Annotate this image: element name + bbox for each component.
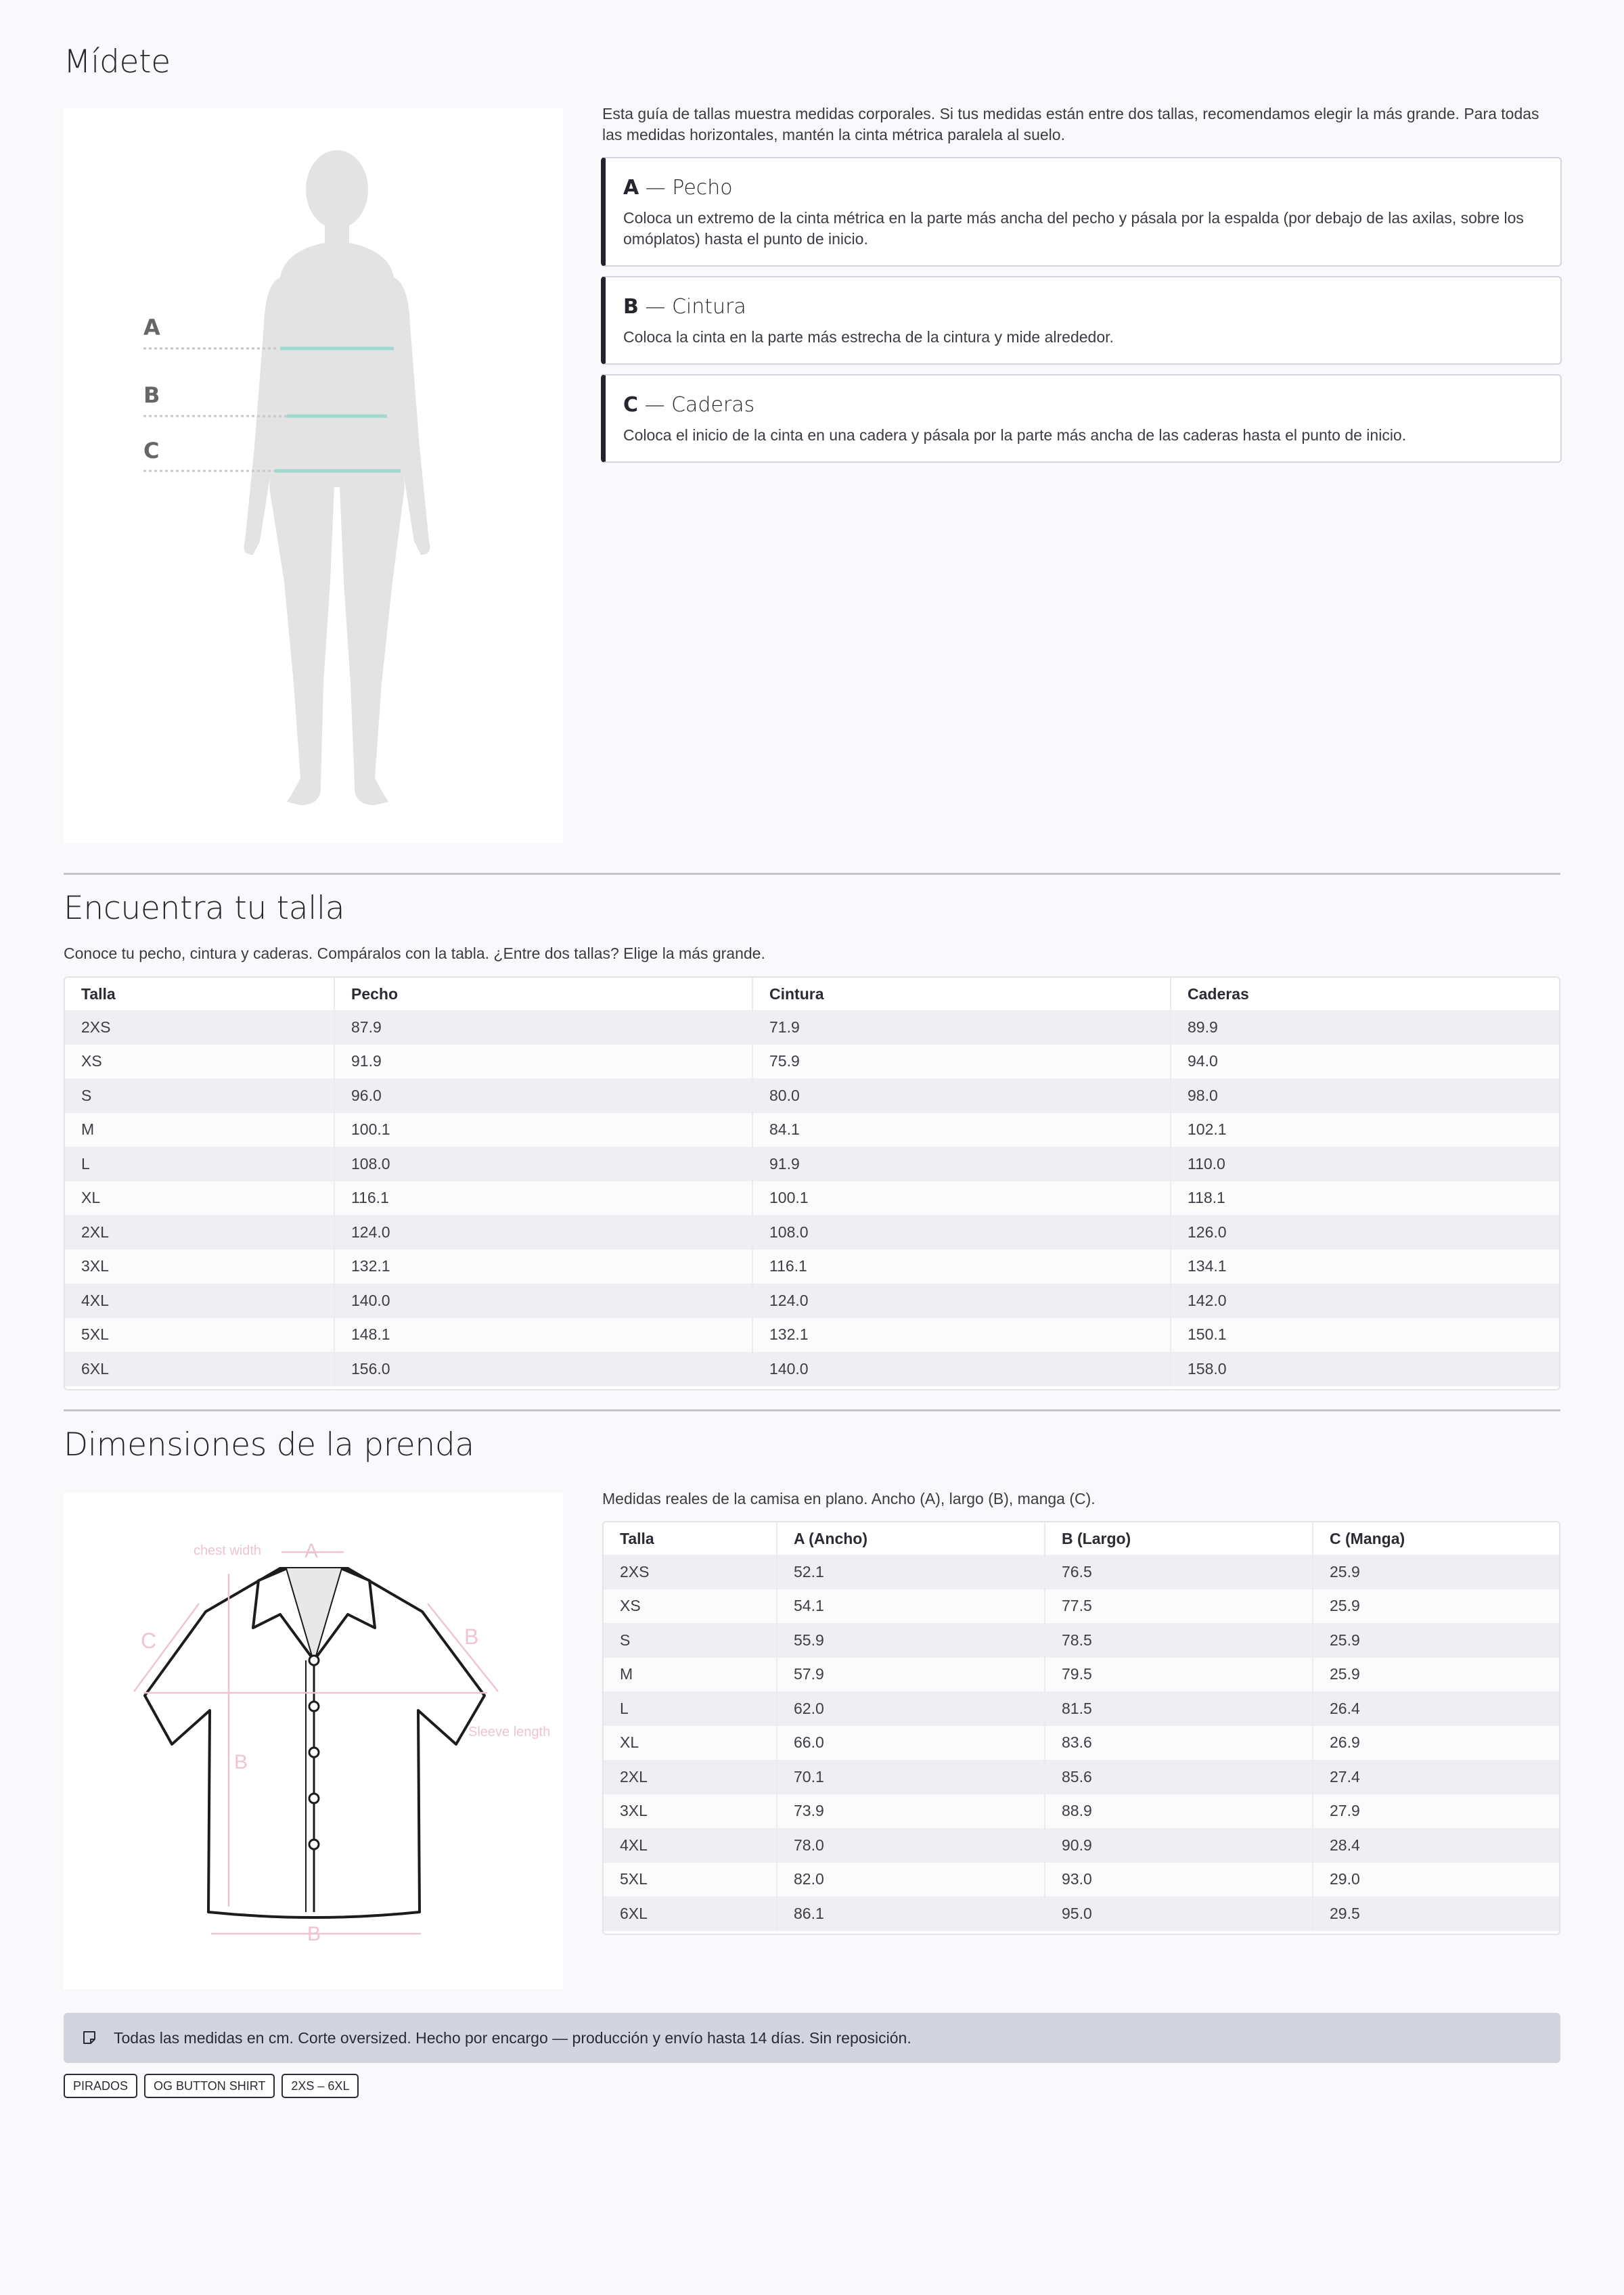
value-cell: 28.4 [1313, 1828, 1559, 1863]
size-cell: 5XL [65, 1318, 334, 1353]
size-cell: S [604, 1623, 777, 1658]
size-cell: 3XL [65, 1250, 334, 1284]
body-size-table [64, 976, 1560, 1390]
value-cell: 27.4 [1313, 1760, 1559, 1794]
value-cell: 94.0 [1171, 1045, 1559, 1079]
value-cell: 140.0 [752, 1352, 1171, 1386]
size-cell: 2XS [604, 1555, 777, 1589]
table-header: C (Manga) [1330, 1529, 1405, 1547]
size-cell: 2XS [65, 1010, 334, 1045]
value-cell: 26.4 [1313, 1691, 1559, 1726]
table-row [604, 1555, 1559, 1589]
button-icon [309, 1656, 319, 1665]
size-cell: 5XL [604, 1863, 777, 1897]
table-row [604, 1760, 1559, 1794]
figure-label-b: B [143, 382, 160, 408]
measure-card-hips [601, 374, 1562, 463]
info-note [64, 2013, 1560, 2063]
value-cell: 108.0 [752, 1215, 1171, 1250]
value-cell: 78.5 [1045, 1623, 1313, 1658]
card-text-waist: Coloca la cinta en la parte más estrecha de la cintura y mide alrededor. [623, 328, 1114, 346]
value-cell: 93.0 [1045, 1863, 1313, 1897]
table-header: Talla [604, 1522, 777, 1555]
size-cell: XS [65, 1045, 334, 1079]
button-icon [309, 1702, 319, 1711]
value-cell: 80.0 [752, 1078, 1171, 1113]
tag-size-range: 2XS – 6XL [281, 2074, 359, 2098]
tag-list [64, 2074, 365, 2098]
value-cell: 25.9 [1313, 1623, 1559, 1658]
value-cell: 96.0 [334, 1078, 752, 1113]
value-cell: 134.1 [1171, 1250, 1559, 1284]
table-row [604, 1658, 1559, 1692]
table-row [604, 1794, 1559, 1829]
value-cell: 91.9 [752, 1147, 1171, 1181]
value-cell: 116.1 [752, 1250, 1171, 1284]
value-cell: 25.9 [1313, 1555, 1559, 1589]
value-cell: 55.9 [777, 1623, 1045, 1658]
table-row [65, 1215, 1559, 1250]
size-cell: L [604, 1691, 777, 1726]
size-cell: S [65, 1078, 334, 1113]
value-cell: 91.9 [334, 1045, 752, 1079]
value-cell: 76.5 [1045, 1555, 1313, 1589]
value-cell: 110.0 [1171, 1147, 1559, 1181]
measure-intro: Esta guía de tallas muestra medidas corporales. Si tus medidas están entre dos tallas, recomendamos elegir la más grande. Para todas las medidas horizontales, mantén la cinta métrica paralela al suelo. [602, 105, 1539, 143]
value-cell: 52.1 [777, 1555, 1045, 1589]
shirt-outline-figure [64, 1493, 563, 1989]
table-row [65, 1045, 1559, 1079]
table-row [604, 1691, 1559, 1726]
garment-intro: Medidas reales de la camisa en plano. Ancho (A), largo (B), manga (C). [602, 1490, 1096, 1507]
garment-size-table [602, 1521, 1560, 1935]
diagram-label-b-length: B [234, 1751, 248, 1773]
value-cell: 79.5 [1045, 1658, 1313, 1692]
value-cell: 71.9 [752, 1010, 1171, 1045]
table-header: A (Ancho) [777, 1522, 1045, 1555]
table-row [65, 1181, 1559, 1216]
section-divider [64, 1409, 1560, 1411]
figure-label-c: C [143, 438, 160, 463]
value-cell: 124.0 [752, 1283, 1171, 1318]
table-row [604, 1726, 1559, 1760]
value-cell: 83.6 [1045, 1726, 1313, 1760]
table-header: Pecho [334, 978, 752, 1010]
figure-label-a: A [143, 315, 160, 340]
measure-card-waist [601, 276, 1562, 365]
size-cell: M [65, 1113, 334, 1148]
value-cell: 87.9 [334, 1010, 752, 1045]
button-icon [309, 1840, 319, 1849]
table-row [65, 1318, 1559, 1353]
value-cell: 148.1 [334, 1318, 752, 1353]
value-cell: 25.9 [1313, 1658, 1559, 1692]
table-row [604, 1863, 1559, 1897]
value-cell: 108.0 [334, 1147, 752, 1181]
table-row [604, 1589, 1559, 1624]
value-cell: 126.0 [1171, 1215, 1559, 1250]
find-size-intro: Conoce tu pecho, cintura y caderas. Compáralos con la tabla. ¿Entre dos tallas? Elige la más grande. [64, 945, 765, 962]
value-cell: 78.0 [777, 1828, 1045, 1863]
value-cell: 89.9 [1171, 1010, 1559, 1045]
value-cell: 26.9 [1313, 1726, 1559, 1760]
value-cell: 100.1 [752, 1181, 1171, 1216]
value-cell: 140.0 [334, 1283, 752, 1318]
size-cell: XS [604, 1589, 777, 1624]
size-cell: 2XL [604, 1760, 777, 1794]
measure-title: Mídete [64, 43, 171, 81]
value-cell: 156.0 [334, 1352, 752, 1386]
garment-title: Dimensiones de la prenda [64, 1426, 474, 1463]
size-cell: L [65, 1147, 334, 1181]
size-cell: 4XL [65, 1283, 334, 1318]
card-title-waist: B — Cintura [623, 295, 746, 319]
value-cell: 118.1 [1171, 1181, 1559, 1216]
size-cell: 4XL [604, 1828, 777, 1863]
table-row [604, 1623, 1559, 1658]
diagram-label-b-hem: B [307, 1923, 321, 1945]
value-cell: 88.9 [1045, 1794, 1313, 1829]
table-row [65, 1283, 1559, 1318]
tag-product: OG BUTTON SHIRT [144, 2074, 275, 2098]
value-cell: 25.9 [1313, 1589, 1559, 1624]
size-cell: 6XL [604, 1896, 777, 1931]
section-divider [64, 873, 1560, 875]
table-header: Cintura [752, 978, 1171, 1010]
value-cell: 66.0 [777, 1726, 1045, 1760]
value-cell: 98.0 [1171, 1078, 1559, 1113]
value-cell: 82.0 [777, 1863, 1045, 1897]
diagram-label-c: C [141, 1629, 157, 1653]
value-cell: 84.1 [752, 1113, 1171, 1148]
table-row [604, 1828, 1559, 1863]
body-figure-image [64, 108, 563, 843]
value-cell: 27.9 [1313, 1794, 1559, 1829]
value-cell: 124.0 [334, 1215, 752, 1250]
size-cell: 3XL [604, 1794, 777, 1829]
value-cell: 62.0 [777, 1691, 1045, 1726]
size-cell: XL [65, 1181, 334, 1216]
card-text-hips: Coloca el inicio de la cinta en una cadera y pásala por la parte más ancha de las caderas hasta el punto de inicio. [623, 426, 1407, 444]
find-size-title: Encuentra tu talla [64, 890, 345, 927]
table-row [65, 1352, 1559, 1386]
tag-brand: PIRADOS [64, 2074, 137, 2098]
table-row [65, 1113, 1559, 1148]
value-cell: 29.5 [1313, 1896, 1559, 1931]
value-cell: 142.0 [1171, 1283, 1559, 1318]
value-cell: 70.1 [777, 1760, 1045, 1794]
value-cell: 102.1 [1171, 1113, 1559, 1148]
value-cell: 77.5 [1045, 1589, 1313, 1624]
sleeve-length-label: Sleeve length [468, 1725, 551, 1740]
value-cell: 29.0 [1313, 1863, 1559, 1897]
button-icon [309, 1794, 319, 1803]
note-text: Todas las medidas en cm. Corte oversized. Hecho por encargo — producción y envío hasta 14 días. Sin reposición. [114, 2028, 911, 2047]
table-row [604, 1896, 1559, 1931]
value-cell: 90.9 [1045, 1828, 1313, 1863]
value-cell: 54.1 [777, 1589, 1045, 1624]
table-header: Caderas [1188, 984, 1249, 1003]
diagram-label-b-shoulder: B [464, 1624, 479, 1649]
card-title-chest: A — Pecho [623, 176, 733, 200]
value-cell: 85.6 [1045, 1760, 1313, 1794]
card-text-chest: Coloca un extremo de la cinta métrica en la parte más ancha del pecho y pásala por la espalda (por debajo de las axilas, sobre los omóplatos) hasta el punto de inicio. [623, 209, 1524, 248]
value-cell: 100.1 [334, 1113, 752, 1148]
table-row [65, 1078, 1559, 1113]
value-cell: 86.1 [777, 1896, 1045, 1931]
body-silhouette-figure [64, 108, 563, 843]
value-cell: 95.0 [1045, 1896, 1313, 1931]
value-cell: 132.1 [752, 1318, 1171, 1353]
size-cell: 6XL [65, 1352, 334, 1386]
chest-width-label: chest width [194, 1543, 262, 1558]
table-row [65, 1010, 1559, 1045]
shirt-diagram-image [64, 1493, 563, 1989]
value-cell: 81.5 [1045, 1691, 1313, 1726]
size-cell: XL [604, 1726, 777, 1760]
table-header: Talla [65, 978, 334, 1010]
size-cell: M [604, 1658, 777, 1692]
diagram-label-a: A [304, 1540, 319, 1562]
note-icon [81, 2030, 97, 2046]
card-title-hips: C — Caderas [623, 393, 755, 417]
value-cell: 73.9 [777, 1794, 1045, 1829]
value-cell: 75.9 [752, 1045, 1171, 1079]
value-cell: 158.0 [1171, 1352, 1559, 1386]
size-cell: 2XL [65, 1215, 334, 1250]
table-header: B (Largo) [1045, 1522, 1313, 1555]
table-row [65, 1147, 1559, 1181]
button-icon [309, 1748, 319, 1757]
value-cell: 57.9 [777, 1658, 1045, 1692]
measure-card-chest [601, 157, 1562, 267]
table-row [65, 1250, 1559, 1284]
value-cell: 132.1 [334, 1250, 752, 1284]
value-cell: 116.1 [334, 1181, 752, 1216]
value-cell: 150.1 [1171, 1318, 1559, 1353]
